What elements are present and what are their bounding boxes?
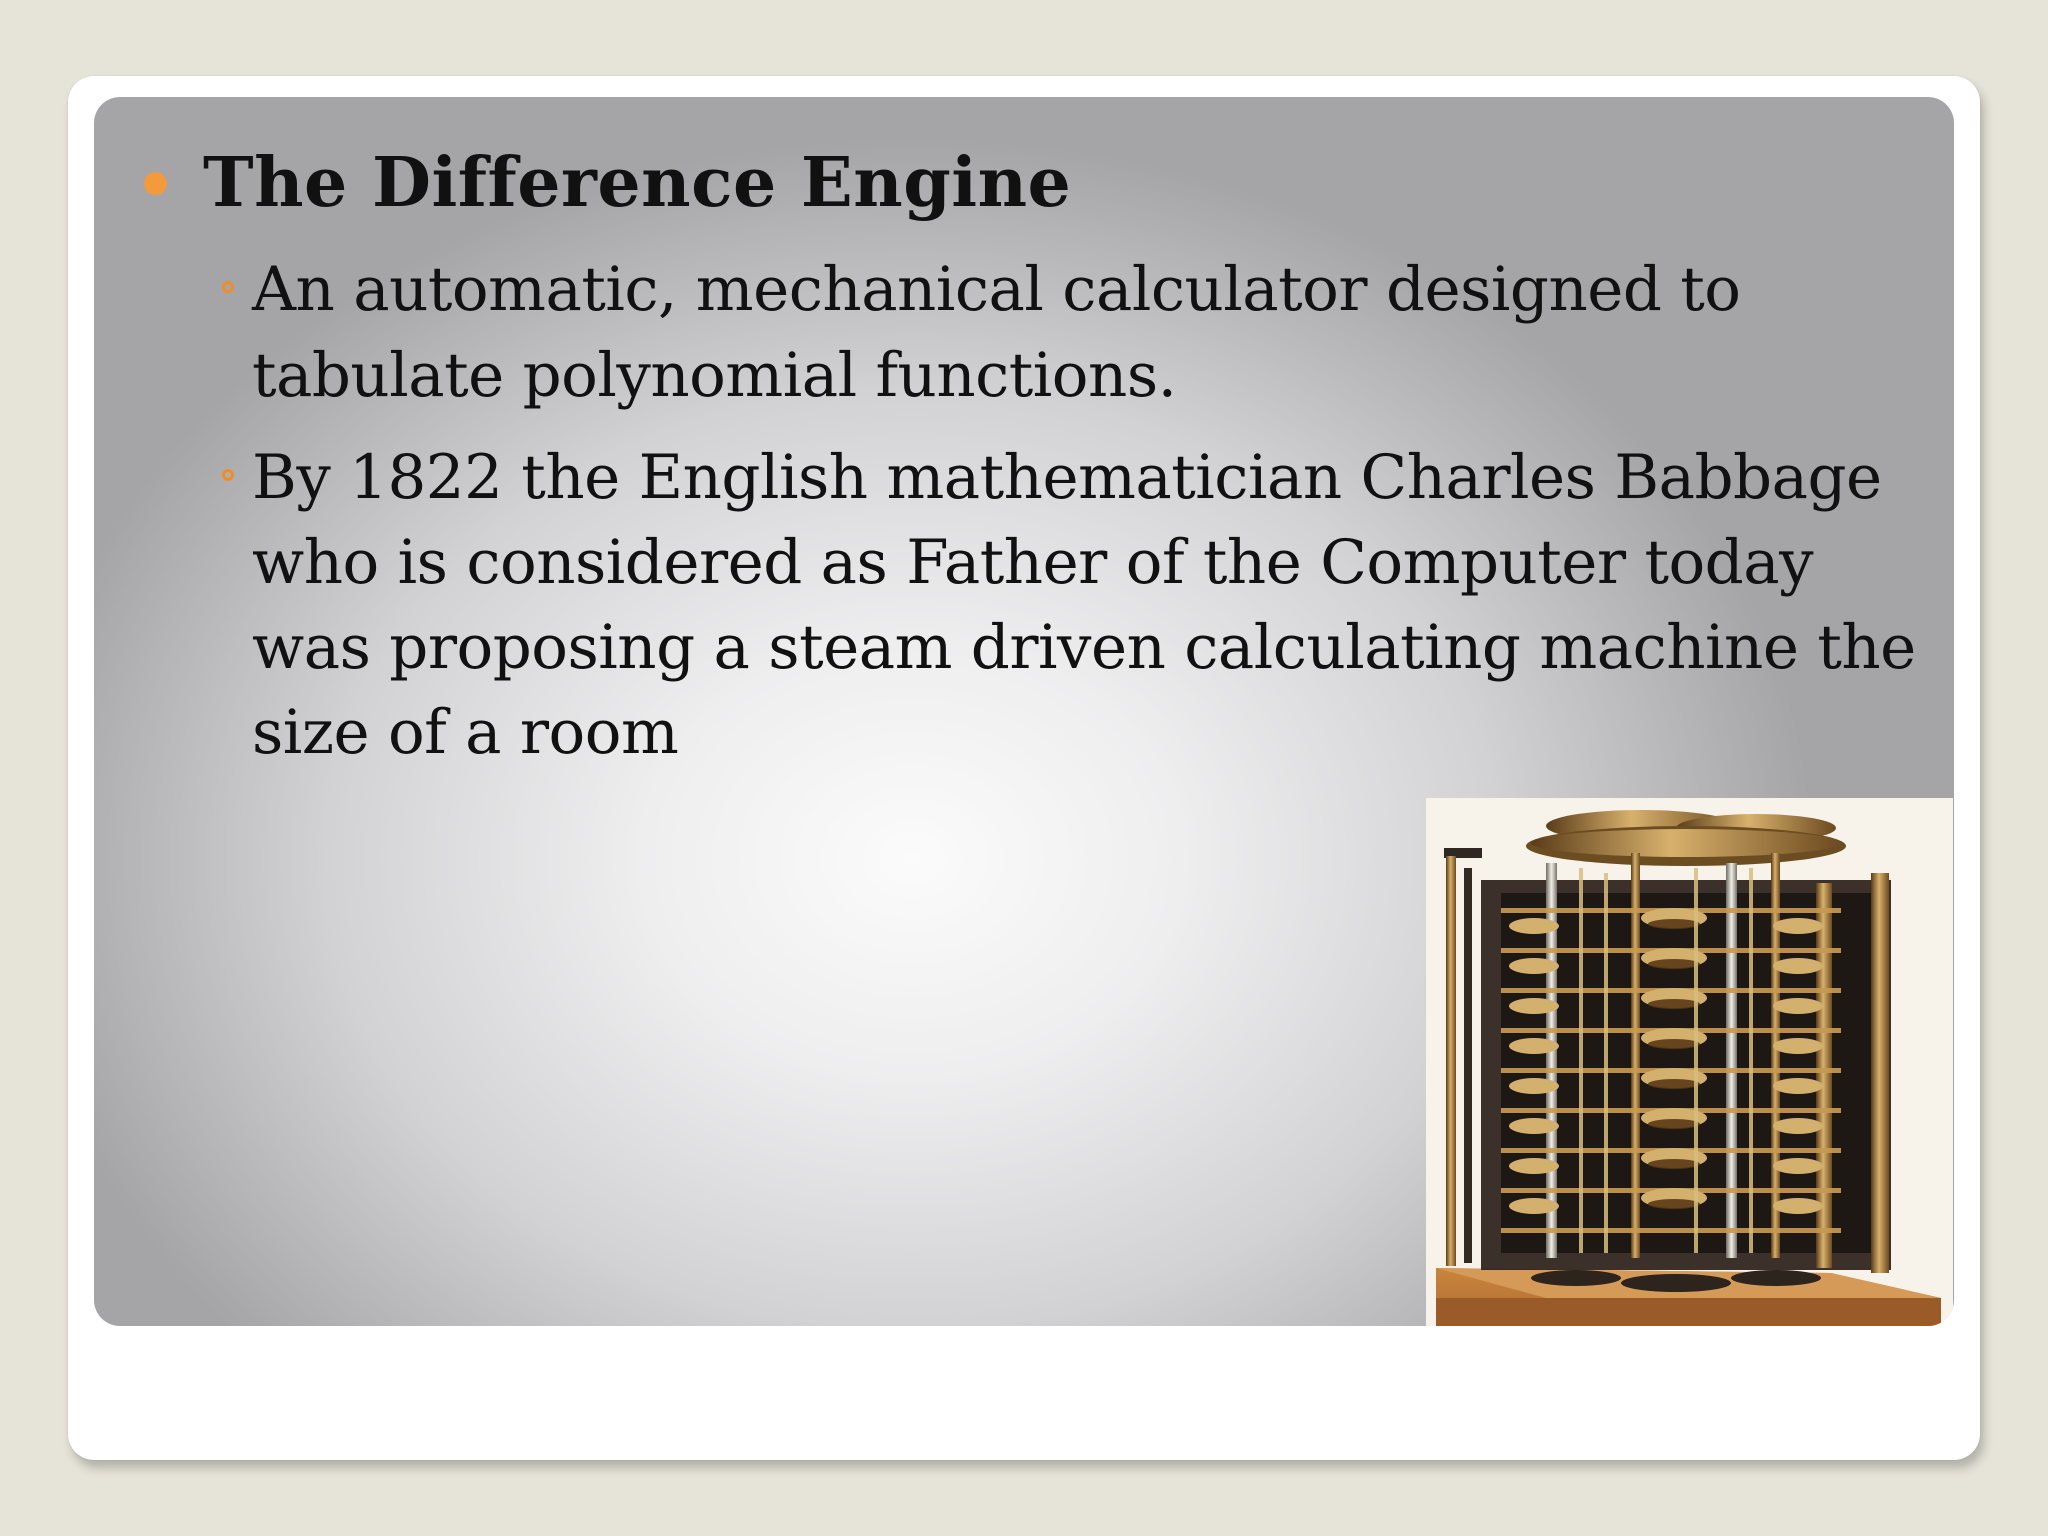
bullet-item-2 xyxy=(222,435,1942,775)
bullet-text-1 xyxy=(252,247,1741,419)
bullet-2-line-2: who is considered as Father of the Computer today xyxy=(252,527,1814,598)
bullet-item-1 xyxy=(222,247,1942,419)
orange-bullet-icon xyxy=(144,172,167,195)
bullet-2-line-1: By 1822 the English mathematician Charles Babbage xyxy=(252,442,1882,513)
bullet-2-line-4: size of a room xyxy=(252,697,679,768)
slide-heading: The Difference Engine xyxy=(203,143,1072,223)
bullet-2-line-3: was proposing a steam driven calculating machine the xyxy=(252,612,1916,683)
difference-engine-illustration xyxy=(1426,798,1953,1326)
ring-bullet-icon xyxy=(222,281,234,293)
bullet-text-2 xyxy=(252,435,1916,775)
content-panel xyxy=(94,97,1954,1326)
difference-engine-photo xyxy=(1426,798,1953,1326)
heading-row xyxy=(144,143,1072,223)
ring-bullet-icon xyxy=(222,469,234,481)
bullet-1-line-1: An automatic, mechanical calculator designed to xyxy=(252,254,1741,325)
bullet-1-line-2: tabulate polynomial functions. xyxy=(252,340,1177,411)
